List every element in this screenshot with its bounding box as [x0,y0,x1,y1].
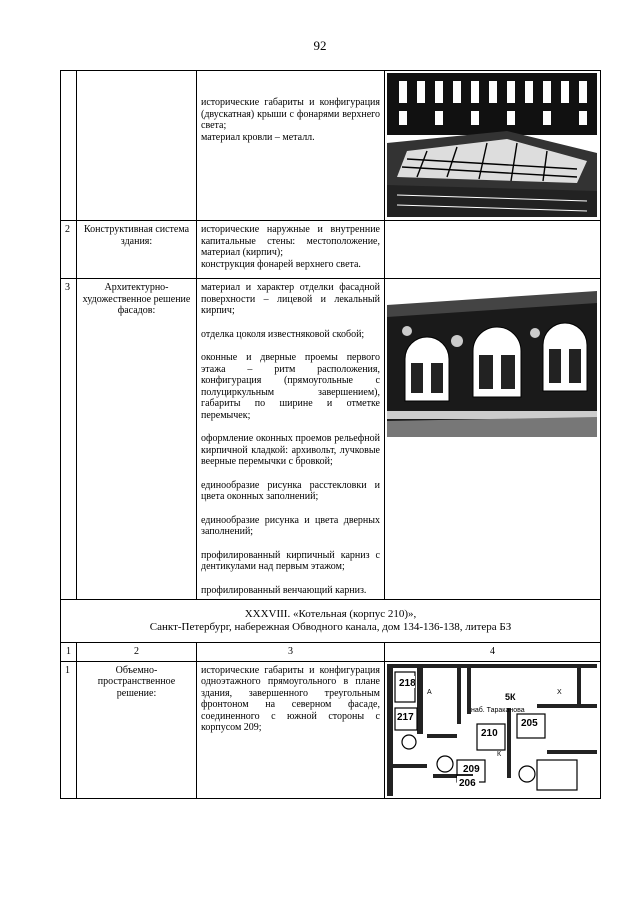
column-number: 4 [385,643,601,662]
row-number-cell [61,71,77,221]
map-label-217: 217 [397,711,414,723]
column-number: 3 [197,643,385,662]
description-item: единообразие рисунка и цвета дверных заполнений; [201,514,380,537]
row-name-cell: Конструктивная система здания: [77,221,197,279]
row-description-cell [197,221,385,279]
roof-photo [387,73,597,217]
row-number-cell: 2 [61,221,77,279]
map-marker-a: А [427,688,432,696]
row-description-cell [197,279,385,600]
table-row [61,221,601,279]
description-item: конструкция фонарей верхнего света. [201,258,361,270]
map-label-218: 218 [399,677,416,689]
description-item: профилированный венчающий карниз. [201,584,367,596]
table-row [61,279,601,600]
protected-elements-table [60,70,601,799]
column-number: 2 [77,643,197,662]
description-item: исторические габариты и конфигурация (двускатная) крыши с фонарями верхнего света; [201,97,380,131]
table-row [61,71,601,221]
site-map [387,664,597,796]
row-name-cell [77,71,197,221]
row-description-cell [197,71,385,221]
row-name-cell: Архитектурно-художественное решение фасадов: [77,279,197,600]
map-marker-x: Х [557,688,562,696]
section-address: Санкт-Петербург, набережная Обводного канала, дом 134-136-138, литера БЗ [149,621,512,633]
map-street-label: наб. Тараканова [471,706,525,714]
row-map-cell [385,661,601,798]
row-photo-cell [385,221,601,279]
map-label-206: 206 [459,777,476,789]
description-item: отделка цоколя известняковой скобой; [201,328,365,340]
column-number: 1 [61,643,77,662]
map-label-210: 210 [481,727,498,739]
section-header-row [61,600,601,643]
section-title: XXXVIII. «Котельная (корпус 210)», [244,608,417,620]
table-row [61,661,601,798]
description-item: оформление оконных проемов рельефной кирпичной кладкой: архивольт, лучковые веерные перемычки с бровкой; [201,433,380,467]
row-description-cell [197,661,385,798]
description-item: исторические наружные и внутренние капитальные стены: местоположение, материал (кирпич); [201,224,380,258]
column-number-row [61,643,601,662]
row-number-cell: 1 [61,661,77,798]
description-item: исторические габариты и конфигурация одноэтажного прямоугольного в плане здания, завершенного треугольным фронтоном на северном фасаде, соединенного с южной стороны с корпусом 209; [201,664,380,733]
description-item: единообразие рисунка расстекловки и цвета оконных заполнений; [201,479,380,502]
map-label-205: 205 [521,717,538,729]
description-item: профилированный кирпичный карниз с дентикулами над первым этажом; [201,549,380,572]
section-header-cell [61,600,601,643]
map-marker-k: К [497,750,502,758]
map-label-5k: 5К [505,691,516,702]
description-item: материал кровли – металл. [201,131,315,143]
map-label-209: 209 [463,763,480,775]
row-number-cell: 3 [61,279,77,600]
row-name-cell: Объемно-пространственное решение: [77,661,197,798]
page-number: 92 [313,38,327,53]
description-item: материал и характер отделки фасадной поверхности – лицевой и лекальный кирпич; [201,282,380,316]
description-item: оконные и дверные проемы первого этажа – ритм расположения, конфигурация (прямоугольные с полуциркульным завершением), габариты по ширине и отметке перемычек; [201,352,380,421]
row-photo-cell [385,71,601,221]
facade-photo [387,281,597,437]
row-photo-cell [385,279,601,600]
